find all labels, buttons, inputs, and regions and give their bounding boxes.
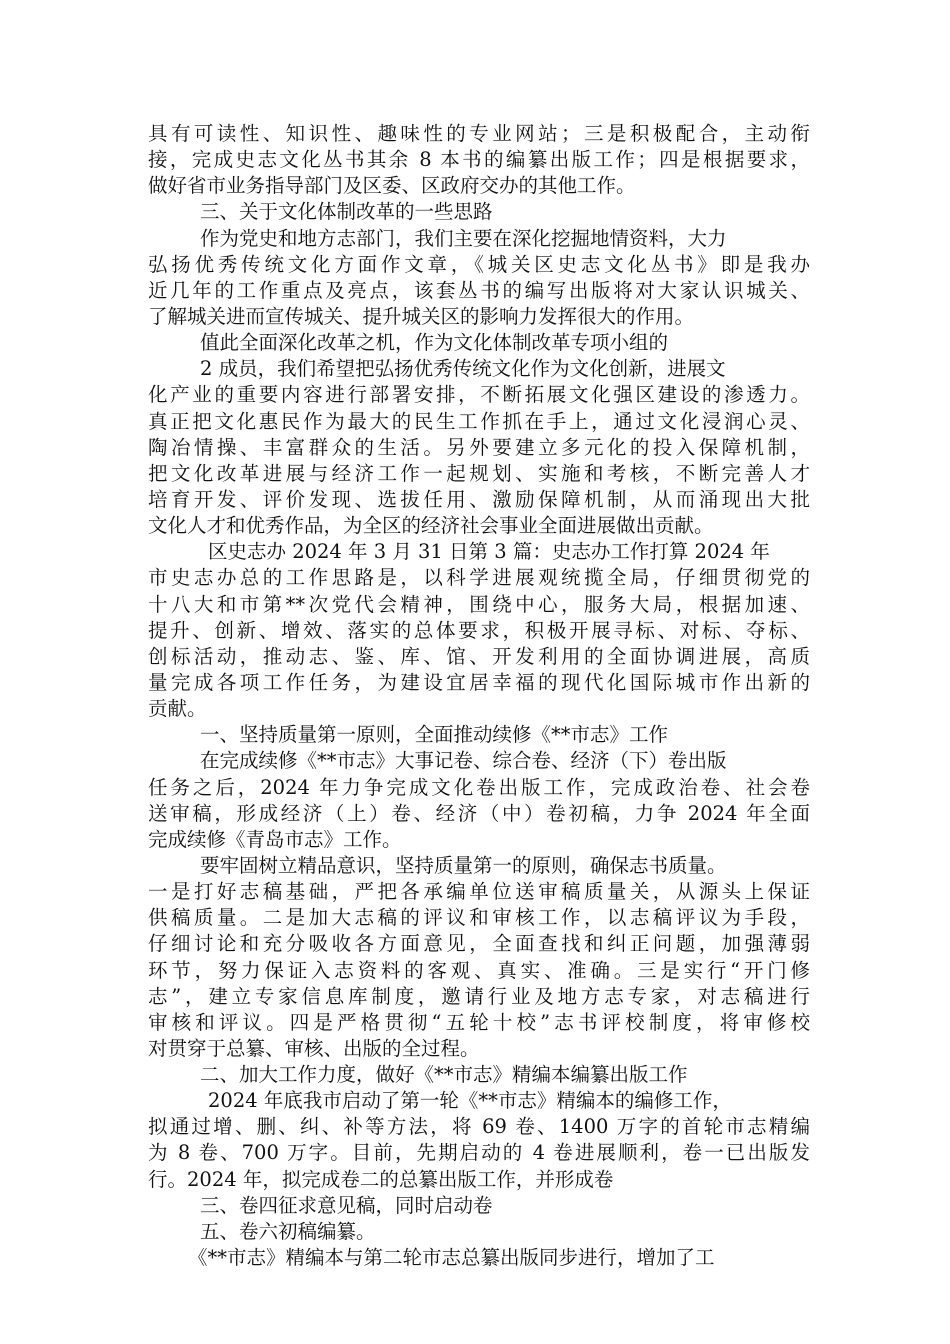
text-line: 拟通过增、删、纠、补等方法，将 69 卷、1400 万字的首轮市志精编 bbox=[148, 1115, 810, 1139]
text-line: 接，完成史志文化丛书其余 8 本书的编纂出版工作；四是根据要求， bbox=[148, 148, 810, 172]
text-line: 一是打好志稿基础，严把各承编单位送审稿质量关，从源头上保证 bbox=[148, 880, 810, 904]
text-line: 行。2024 年，拟完成卷二的总纂出版工作，并形成卷 bbox=[148, 1167, 614, 1191]
text-line: 环节，努力保证入志资料的客观、真实、准确。三是实行“开门修 bbox=[148, 958, 810, 982]
text-line: 培育开发、评价发现、选拔任用、激励保障机制，从而涌现出大批 bbox=[148, 487, 810, 511]
section-heading: 三、关于文化体制改革的一些思路 bbox=[200, 200, 493, 224]
text-line: 供稿质量。二是加大志稿的评议和审核工作，以志稿评议为手段， bbox=[148, 906, 810, 930]
text-line: 近几年的工作重点及亮点，该套丛书的编写出版将对大家认识城关、 bbox=[148, 278, 810, 302]
text-line: 送审稿，形成经济（上）卷、经济（中）卷初稿，力争 2024 年全面 bbox=[148, 801, 810, 825]
text-line: 五、卷六初稿编纂。 bbox=[200, 1219, 376, 1243]
text-line: 志”，建立专家信息库制度，邀请行业及地方志专家，对志稿进行 bbox=[148, 984, 810, 1008]
text-line: 仔细讨论和充分吸收各方面意见，全面查找和纠正问题，加强薄弱 bbox=[148, 932, 810, 956]
text-line: 贡献。 bbox=[148, 697, 207, 721]
text-line: 任务之后，2024 年力争完成文化卷出版工作，完成政治卷、社会卷 bbox=[148, 775, 810, 799]
text-line: 《**市志》精编本与第二轮市志总纂出版同步进行，增加了工 bbox=[188, 1246, 715, 1270]
section-heading: 一、坚持质量第一原则，全面推动续修《**市志》工作 bbox=[200, 723, 669, 747]
text-line: 十八大和市第**次党代会精神，围绕中心，服务大局，根据加速、 bbox=[148, 592, 810, 616]
text-line: 做好省市业务指导部门及区委、区政府交办的其他工作。 bbox=[148, 174, 636, 198]
section-heading: 二、加大工作力度，做好《**市志》精编本编纂出版工作 bbox=[200, 1063, 688, 1087]
document-body bbox=[148, 121, 810, 1271]
text-line: 市史志办总的工作思路是，以科学进展观统揽全局，仔细贯彻党的 bbox=[148, 566, 810, 590]
text-line: 创标活动，推动志、鉴、库、馆、开发利用的全面协调进展，高质 bbox=[148, 644, 810, 668]
text-line: 完成续修《青岛市志》工作。 bbox=[148, 827, 402, 851]
text-line: 三、卷四征求意见稿，同时启动卷 bbox=[200, 1193, 493, 1217]
text-line: 化产业的重要内容进行部署安排，不断拓展文化强区建设的渗透力。 bbox=[148, 383, 810, 407]
text-line: 了解城关进而宣传城关、提升城关区的影响力发挥很大的作用。 bbox=[148, 304, 695, 328]
text-line: 2 成员，我们希望把弘扬优秀传统文化作为文化创新，进展文 bbox=[200, 357, 726, 381]
text-line: 为 8 卷、700 万字。目前，先期启动的 4 卷进展顺利，卷一已出版发 bbox=[148, 1141, 810, 1165]
text-line: 区史志办 2024 年 3 月 31 日第 3 篇：史志办工作打算 2024 年 bbox=[208, 540, 770, 564]
text-line: 要牢固树立精品意识，坚持质量第一的原则，确保志书质量。 bbox=[200, 853, 727, 877]
text-line: 2024 年底我市启动了第一轮《**市志》精编本的编修工作， bbox=[208, 1089, 732, 1113]
text-line: 审核和评议。四是严格贯彻“五轮十校”志书评校制度，将审修校 bbox=[148, 1010, 810, 1034]
text-line: 对贯穿于总纂、审核、出版的全过程。 bbox=[148, 1036, 480, 1060]
text-line: 弘扬优秀传统文化方面作文章，《城关区史志文化丛书》即是我办 bbox=[148, 252, 810, 276]
text-line: 把文化改革进展与经济工作一起规划、实施和考核，不断完善人才 bbox=[148, 461, 810, 485]
text-line: 陶冶情操、丰富群众的生活。另外要建立多元化的投入保障机制， bbox=[148, 435, 810, 459]
text-line: 真正把文化惠民作为最大的民生工作抓在手上，通过文化浸润心灵、 bbox=[148, 409, 810, 433]
text-line: 提升、创新、增效、落实的总体要求，积极开展寻标、对标、夺标、 bbox=[148, 618, 810, 642]
text-line: 在完成续修《**市志》大事记卷、综合卷、经济（下）卷出版 bbox=[200, 749, 727, 773]
text-line: 文化人才和优秀作品，为全区的经济社会事业全面进展做出贡献。 bbox=[148, 514, 714, 538]
text-line: 具有可读性、知识性、趣味性的专业网站；三是积极配合，主动衔 bbox=[148, 122, 810, 145]
text-line: 作为党史和地方志部门，我们主要在深化挖掘地情资料，大力 bbox=[200, 226, 727, 250]
text-line: 量完成各项工作任务，为建设宜居幸福的现代化国际城市作出新的 bbox=[148, 670, 810, 694]
text-line: 值此全面深化改革之机，作为文化体制改革专项小组的 bbox=[200, 331, 669, 355]
